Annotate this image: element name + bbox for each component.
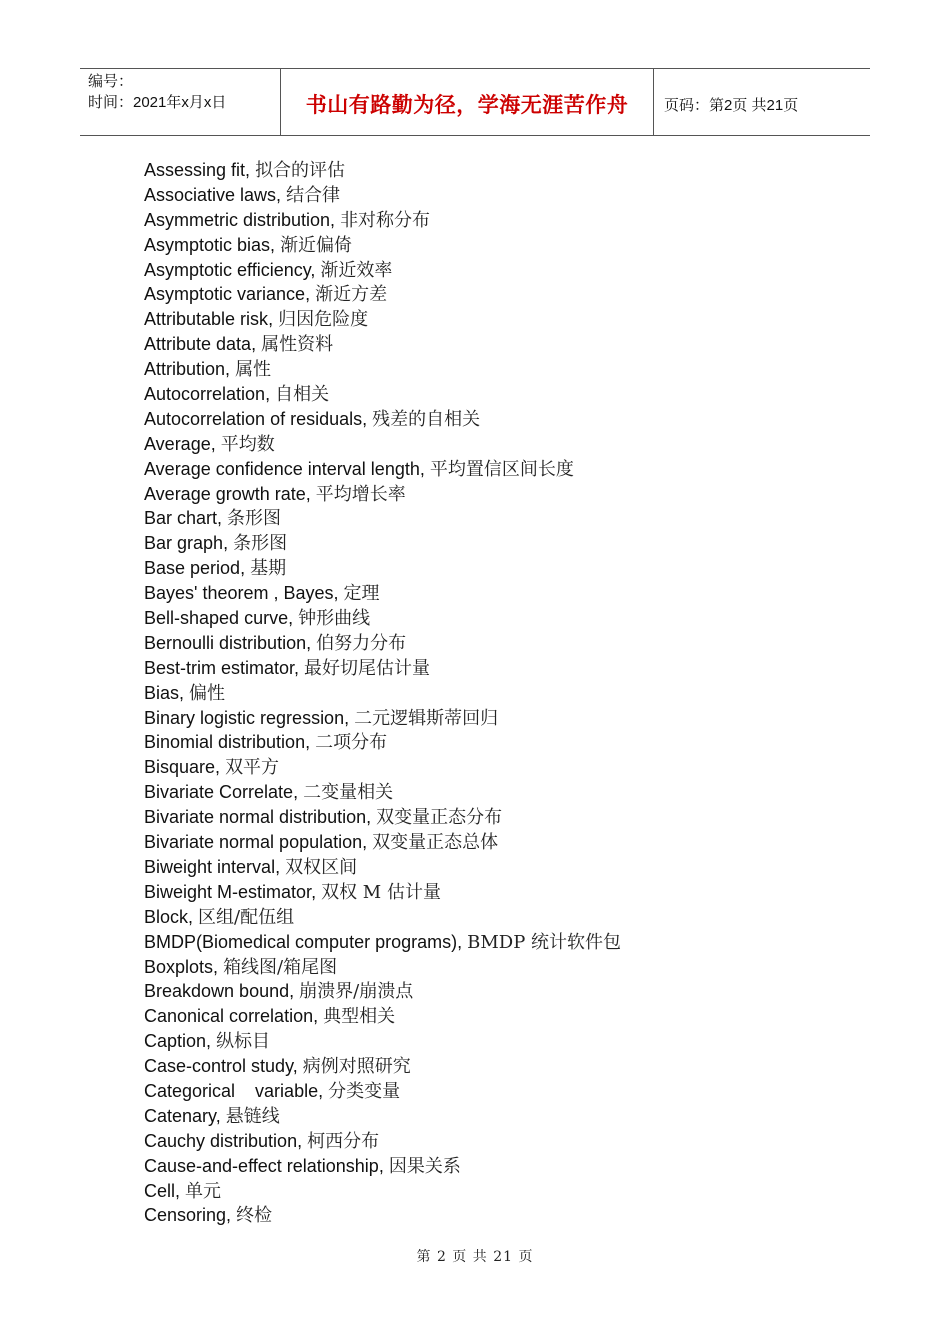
term-separator: , (297, 1130, 308, 1151)
term-english: Binomial distribution (144, 732, 306, 753)
term-chinese: 典型相关 (323, 1006, 396, 1028)
glossary-entry (144, 755, 621, 780)
glossary-entry (144, 407, 621, 432)
glossary-entry (144, 556, 621, 581)
page-info: 页码：第2页 共21页 (664, 96, 799, 114)
term-english: Bar chart (144, 508, 218, 529)
term-chinese: 终检 (236, 1205, 273, 1227)
term-english: Asymmetric distribution (144, 209, 331, 230)
glossary-entry (144, 1004, 621, 1029)
term-english: Bernoulli distribution (144, 632, 307, 653)
header-page-cell (654, 69, 870, 135)
term-separator: , (305, 483, 316, 504)
term-english: Asymptotic efficiency (144, 259, 311, 280)
term-english: Attribution (144, 359, 226, 380)
glossary-entry (144, 1179, 621, 1204)
term-english: Average growth rate (144, 483, 306, 504)
term-english: Assessing fit (144, 160, 246, 180)
term-chinese: 钟形曲线 (298, 608, 371, 630)
motto: 书山有路勤为径，学海无涯苦作舟 (305, 94, 629, 117)
glossary-entry (144, 258, 621, 283)
term-separator: , (226, 1205, 237, 1226)
term-english: Breakdown bound (144, 981, 290, 1002)
term-english: Bivariate normal distribution (144, 807, 367, 828)
glossary-entry (144, 1154, 621, 1179)
term-separator: , (215, 757, 226, 778)
glossary-entry (144, 1054, 621, 1079)
glossary-entry (144, 706, 621, 731)
glossary-entry (144, 730, 621, 755)
glossary-entry (144, 332, 621, 357)
glossary-entry (144, 208, 621, 233)
term-english: Associative laws (144, 184, 277, 205)
term-separator: , (362, 408, 373, 429)
term-chinese: 柯西分布 (307, 1130, 380, 1152)
glossary-entry (144, 506, 621, 531)
glossary-entry (144, 631, 621, 656)
term-english: Bivariate normal population (144, 832, 363, 853)
glossary-entry (144, 1079, 621, 1104)
glossary-entry (144, 482, 621, 507)
glossary-entry (144, 805, 621, 830)
glossary-entry (144, 357, 621, 382)
term-chinese: 属性资料 (261, 334, 334, 356)
term-separator: , (210, 433, 221, 454)
glossary-entry (144, 307, 621, 332)
term-chinese: 定理 (343, 583, 380, 605)
term-chinese: 双权 M 估计量 (321, 881, 441, 903)
term-english: Caption (144, 1031, 207, 1052)
glossary-entry (144, 955, 621, 980)
glossary-entry (144, 1104, 621, 1129)
term-chinese: 双权区间 (285, 856, 358, 878)
term-separator: , (276, 184, 287, 205)
term-separator: , (288, 608, 299, 629)
glossary-entry (144, 905, 621, 930)
term-separator: , (213, 956, 224, 977)
term-separator: , (289, 981, 300, 1002)
term-chinese: 渐近偏倚 (280, 234, 353, 256)
term-chinese: 二变量相关 (303, 782, 394, 804)
term-separator: , (362, 832, 373, 853)
term-separator: , (305, 284, 316, 305)
term-english: Cause-and-effect relationship (144, 1155, 379, 1176)
term-english: Categorical variable (144, 1080, 319, 1101)
glossary-entry (144, 1203, 621, 1228)
term-separator: , (366, 807, 377, 828)
term-chinese: 结合律 (286, 184, 341, 206)
term-chinese: BMDP 统计软件包 (467, 931, 622, 953)
term-english: BMDP(Biomedical computer programs) (144, 931, 458, 952)
glossary-entry (144, 979, 621, 1004)
term-chinese: 崩溃界/崩溃点 (299, 981, 414, 1003)
term-separator: , (306, 632, 317, 653)
glossary-entry (144, 581, 621, 606)
term-chinese: 自相关 (275, 384, 330, 406)
term-separator: , (305, 732, 316, 753)
term-english: Autocorrelation (144, 384, 266, 405)
glossary-entry (144, 930, 621, 955)
term-separator: , (313, 1006, 324, 1027)
term-english: Bar graph (144, 533, 224, 554)
glossary-entry (144, 1129, 621, 1154)
glossary-entry (144, 158, 621, 183)
term-english: Boxplots (144, 956, 214, 977)
term-english: Block (144, 906, 189, 927)
term-separator: , (294, 657, 305, 678)
term-english: Bell-shaped curve (144, 608, 289, 629)
term-separator: , (265, 384, 276, 405)
glossary-entry (144, 880, 621, 905)
term-separator: , (419, 458, 430, 479)
glossary-entry (144, 382, 621, 407)
term-chinese: 伯努力分布 (316, 632, 407, 654)
term-chinese: 病例对照研究 (302, 1056, 411, 1078)
term-english: Asymptotic variance (144, 284, 306, 305)
term-separator: , (175, 1180, 186, 1201)
term-separator: , (344, 707, 355, 728)
glossary-entry (144, 681, 621, 706)
term-english: Autocorrelation of residuals (144, 408, 363, 429)
term-chinese: 残差的自相关 (372, 408, 481, 430)
term-separator: , (270, 234, 281, 255)
term-english: Case-control study (144, 1056, 293, 1077)
term-english: Cauchy distribution (144, 1130, 298, 1151)
term-chinese: 条形图 (227, 508, 282, 530)
term-chinese: 拟合的评估 (255, 160, 346, 181)
term-chinese: 归因危险度 (278, 309, 369, 331)
term-chinese: 二项分布 (315, 732, 388, 754)
glossary-entry (144, 656, 621, 681)
term-separator: , (318, 1080, 329, 1101)
term-chinese: 双变量正态总体 (372, 832, 499, 854)
term-separator: , (251, 334, 262, 355)
term-separator: , (330, 209, 341, 230)
term-english: Cell (144, 1180, 176, 1201)
term-separator: , (215, 1105, 226, 1126)
term-english: Biweight M-estimator (144, 881, 312, 902)
term-separator: , (217, 508, 228, 529)
term-english: Asymptotic bias (144, 234, 271, 255)
term-separator: , (225, 359, 236, 380)
term-chinese: 平均数 (220, 433, 275, 455)
term-chinese: 因果关系 (388, 1155, 461, 1177)
number-label: 编号： (88, 73, 134, 90)
term-chinese: 双变量正态分布 (376, 807, 503, 829)
term-chinese: 双平方 (225, 757, 280, 779)
term-english: Bias (144, 682, 180, 703)
term-separator: , (268, 309, 279, 330)
term-separator: , (292, 1056, 303, 1077)
term-separator: , (275, 856, 286, 877)
document-header (80, 68, 870, 136)
term-english: Biweight interval (144, 856, 276, 877)
term-separator: , (457, 931, 468, 952)
term-chinese: 非对称分布 (340, 209, 431, 231)
term-english: Bayes' theorem , Bayes (144, 583, 334, 604)
glossary-entry (144, 183, 621, 208)
term-english: Bisquare (144, 757, 216, 778)
term-chinese: 渐近方差 (315, 284, 388, 306)
term-english: Base period (144, 558, 241, 579)
term-separator: , (188, 906, 199, 927)
glossary-entry (144, 282, 621, 307)
glossary-entry (144, 855, 621, 880)
term-separator: , (223, 533, 234, 554)
glossary-entry (144, 830, 621, 855)
term-chinese: 悬链线 (225, 1105, 280, 1127)
term-chinese: 最好切尾估计量 (304, 657, 431, 679)
term-english: Best-trim estimator (144, 657, 295, 678)
term-english: Bivariate Correlate (144, 782, 294, 803)
term-separator: , (179, 682, 190, 703)
term-chinese: 条形图 (233, 533, 288, 555)
term-english: Canonical correlation (144, 1006, 314, 1027)
glossary-list (144, 158, 621, 1228)
term-chinese: 单元 (185, 1180, 222, 1202)
term-chinese: 纵标目 (216, 1031, 271, 1053)
term-chinese: 平均增长率 (315, 483, 406, 505)
term-english: Binary logistic regression (144, 707, 345, 728)
term-english: Average (144, 433, 211, 454)
glossary-entry (144, 457, 621, 482)
term-chinese: 偏性 (189, 682, 226, 704)
term-separator: , (240, 558, 251, 579)
term-separator: , (333, 583, 344, 604)
term-chinese: 基期 (250, 558, 287, 580)
glossary-entry (144, 1029, 621, 1054)
term-english: Catenary (144, 1105, 216, 1126)
header-motto-cell (281, 69, 654, 135)
term-chinese: 箱线图/箱尾图 (223, 956, 338, 978)
glossary-entry (144, 233, 621, 258)
term-english: Attribute data (144, 334, 252, 355)
term-chinese: 区组/配伍组 (198, 906, 295, 928)
term-english: Attributable risk (144, 309, 269, 330)
term-separator: , (293, 782, 304, 803)
term-english: Censoring (144, 1205, 227, 1226)
term-chinese: 属性 (235, 359, 272, 381)
glossary-entry (144, 780, 621, 805)
term-chinese: 渐近效率 (320, 259, 393, 281)
term-chinese: 平均置信区间长度 (429, 458, 574, 480)
term-chinese: 分类变量 (328, 1080, 401, 1102)
term-separator: , (311, 881, 322, 902)
glossary-entry (144, 432, 621, 457)
term-separator: , (206, 1031, 217, 1052)
date-line: 时间：2021年x月x日 (88, 94, 227, 111)
term-separator: , (245, 160, 256, 180)
page-footer: 第 2 页 共 21 页 (416, 1249, 534, 1265)
glossary-entry (144, 606, 621, 631)
term-english: Average confidence interval length (144, 458, 420, 479)
term-separator: , (310, 259, 321, 280)
glossary-entry (144, 531, 621, 556)
header-meta-cell (80, 69, 281, 135)
term-separator: , (378, 1155, 389, 1176)
term-chinese: 二元逻辑斯蒂回归 (354, 707, 499, 729)
